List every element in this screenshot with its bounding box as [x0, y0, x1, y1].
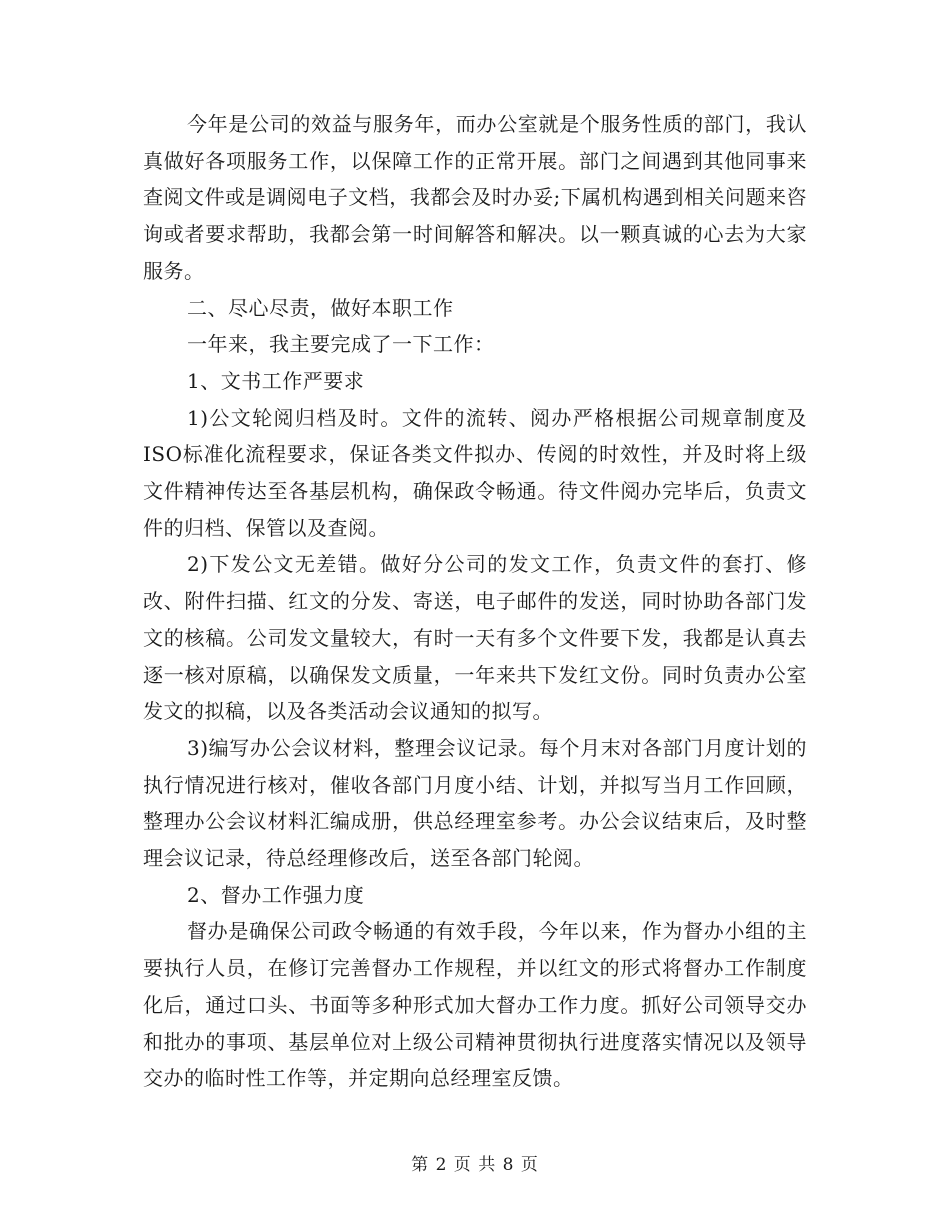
subheading-supervision-work: 2、督办工作强力度	[187, 882, 365, 907]
section-heading-duties: 二、尽心尽责，做好本职工作	[187, 295, 454, 320]
page-number-footer: 第 2 页 共 8 页	[411, 1155, 539, 1175]
subheading-document-work: 1、文书工作严要求	[187, 368, 365, 393]
paragraph-item-1: 1)公文轮阅归档及时。文件的流转、阅办严格根据公司规章制度及ISO标准化流程要求，保证各类文件拟办、传阅的时效性，并及时将上级文件精神传达至各基层机构，确保政令畅通。待文件阅办完毕后，负责文件的归档、保管以及查阅。	[143, 405, 807, 540]
paragraph-year-intro: 一年来，我主要完成了一下工作：	[187, 332, 495, 357]
paragraph-supervision: 督办是确保公司政令畅通的有效手段，今年以来，作为督办小组的主要执行人员，在修订完善督办工作规程，并以红文的形式将督办工作制度化后，通过口头、书面等多种形式加大督办工作力度。抓好公司领导交办和批办的事项、基层单位对上级公司精神贯彻执行进度落实情况以及领导交办的临时性工作等，并定期向总经理室反馈。	[143, 919, 807, 1091]
document-body	[143, 106, 807, 1097]
paragraph-service-work: 今年是公司的效益与服务年，而办公室就是个服务性质的部门，我认真做好各项服务工作，以保障工作的正常开展。部门之间遇到其他同事来查阅文件或是调阅电子文档，我都会及时办妥;下属机构遇到相关问题来咨询或者要求帮助，我都会第一时间解答和解决。以一颗真诚的心去为大家服务。	[143, 112, 807, 283]
paragraph-item-2: 2)下发公文无差错。做好分公司的发文工作，负责文件的套打、修改、附件扫描、红文的分发、寄送，电子邮件的发送，同时协助各部门发文的核稿。公司发文量较大，有时一天有多个文件要下发，我都是认真去逐一核对原稿，以确保发文质量，一年来共下发红文份。同时负责办公室发文的拟稿，以及各类活动会议通知的拟写。	[143, 552, 807, 724]
paragraph-item-3: 3)编写办公会议材料，整理会议记录。每个月末对各部门月度计划的执行情况进行核对，催收各部门月度小结、计划，并拟写当月工作回顾，整理办公会议材料汇编成册，供总经理室参考。办公会议结束后，及时整理会议记录，待总经理修改后，送至各部门轮阅。	[143, 735, 807, 871]
